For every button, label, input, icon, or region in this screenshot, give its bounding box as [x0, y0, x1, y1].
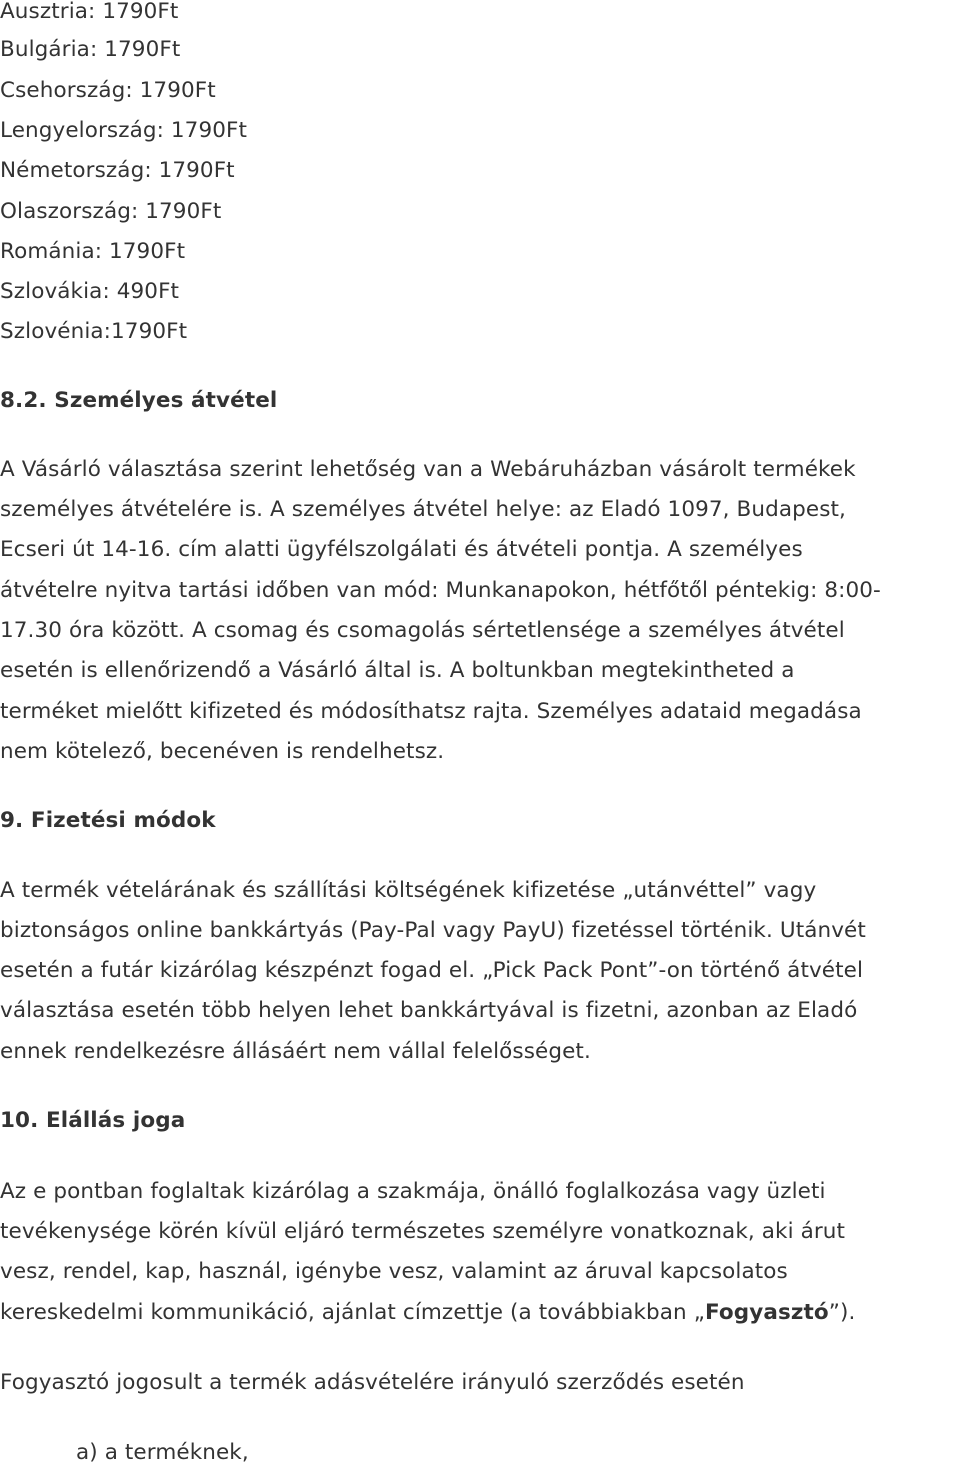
- paragraph-line: 17.30 óra között. A csomag és csomagolás sértetlensége a személyes átvétel: [0, 618, 845, 643]
- paragraph-line: terméket mielőtt kifizeted és módosíthatsz rajta. Személyes adataid megadása: [0, 699, 862, 724]
- paragraph-line: Az e pontban foglaltak kizárólag a szakmája, önálló foglalkozása vagy üzleti: [0, 1179, 826, 1204]
- shipping-price-italy: Olaszország: 1790Ft: [0, 199, 222, 224]
- paragraph-line: nem kötelező, becenéven is rendelhetsz.: [0, 739, 445, 764]
- paragraph-line: tevékenysége körén kívül eljáró természetes személyre vonatkoznak, aki árut: [0, 1219, 846, 1244]
- shipping-price-poland: Lengyelország: 1790Ft: [0, 118, 248, 143]
- shipping-price-romania: Románia: 1790Ft: [0, 239, 186, 264]
- paragraph-line: esetén is ellenőrizendő a Vásárló által is. A boltunkban megtekintheted a: [0, 658, 795, 683]
- shipping-price-slovakia: Szlovákia: 490Ft: [0, 279, 180, 304]
- shipping-price-bulgaria: Bulgária: 1790Ft: [0, 37, 181, 62]
- paragraph-line: átvételre nyitva tartási időben van mód: Munkanapokon, hétfőtől péntekig: 8:00-: [0, 578, 881, 603]
- paragraph-line: választása esetén több helyen lehet bankkártyával is fizetni, azonban az Eladó: [0, 998, 858, 1023]
- consumer-definition-prefix: kereskedelmi kommunikáció, ajánlat címzettje (a továbbiakban „: [0, 1300, 705, 1325]
- consumer-rights-intro: Fogyasztó jogosult a termék adásvételére irányuló szerződés esetén: [0, 1370, 745, 1395]
- paragraph-line: [0, 1299, 855, 1327]
- shipping-price-austria: Ausztria: 1790Ft: [0, 0, 179, 24]
- shipping-price-slovenia: Szlovénia:1790Ft: [0, 319, 188, 344]
- paragraph-line: Ecseri út 14-16. cím alatti ügyfélszolgálati és átvételi pontja. A személyes: [0, 537, 803, 562]
- consumer-term: Fogyasztó: [704, 1300, 829, 1325]
- section-heading-personal-pickup: 8.2. Személyes átvétel: [0, 388, 278, 413]
- paragraph-line: esetén a futár kizárólag készpénzt fogad el. „Pick Pack Pont”-on történő átvétel: [0, 958, 864, 983]
- paragraph-line: biztonságos online bankkártyás (Pay-Pal vagy PayU) fizetéssel történik. Utánvét: [0, 918, 866, 943]
- list-item-a: a) a terméknek,: [76, 1440, 249, 1465]
- shipping-price-czechia: Csehország: 1790Ft: [0, 78, 216, 103]
- paragraph-line: ennek rendelkezésre állásáért nem vállal felelősséget.: [0, 1039, 591, 1064]
- paragraph-line: A termék vételárának és szállítási költségének kifizetése „utánvéttel” vagy: [0, 878, 817, 903]
- consumer-definition-suffix: ”).: [828, 1300, 856, 1325]
- paragraph-line: A Vásárló választása szerint lehetőség van a Webáruházban vásárolt termékek: [0, 457, 856, 482]
- paragraph-line: vesz, rendel, kap, használ, igénybe vesz, valamint az áruval kapcsolatos: [0, 1259, 788, 1284]
- paragraph-line: személyes átvételére is. A személyes átvétel helye: az Eladó 1097, Budapest,: [0, 497, 846, 522]
- section-heading-right-of-withdrawal: 10. Elállás joga: [0, 1108, 186, 1133]
- shipping-price-germany: Németország: 1790Ft: [0, 158, 235, 183]
- section-heading-payment-methods: 9. Fizetési módok: [0, 808, 216, 833]
